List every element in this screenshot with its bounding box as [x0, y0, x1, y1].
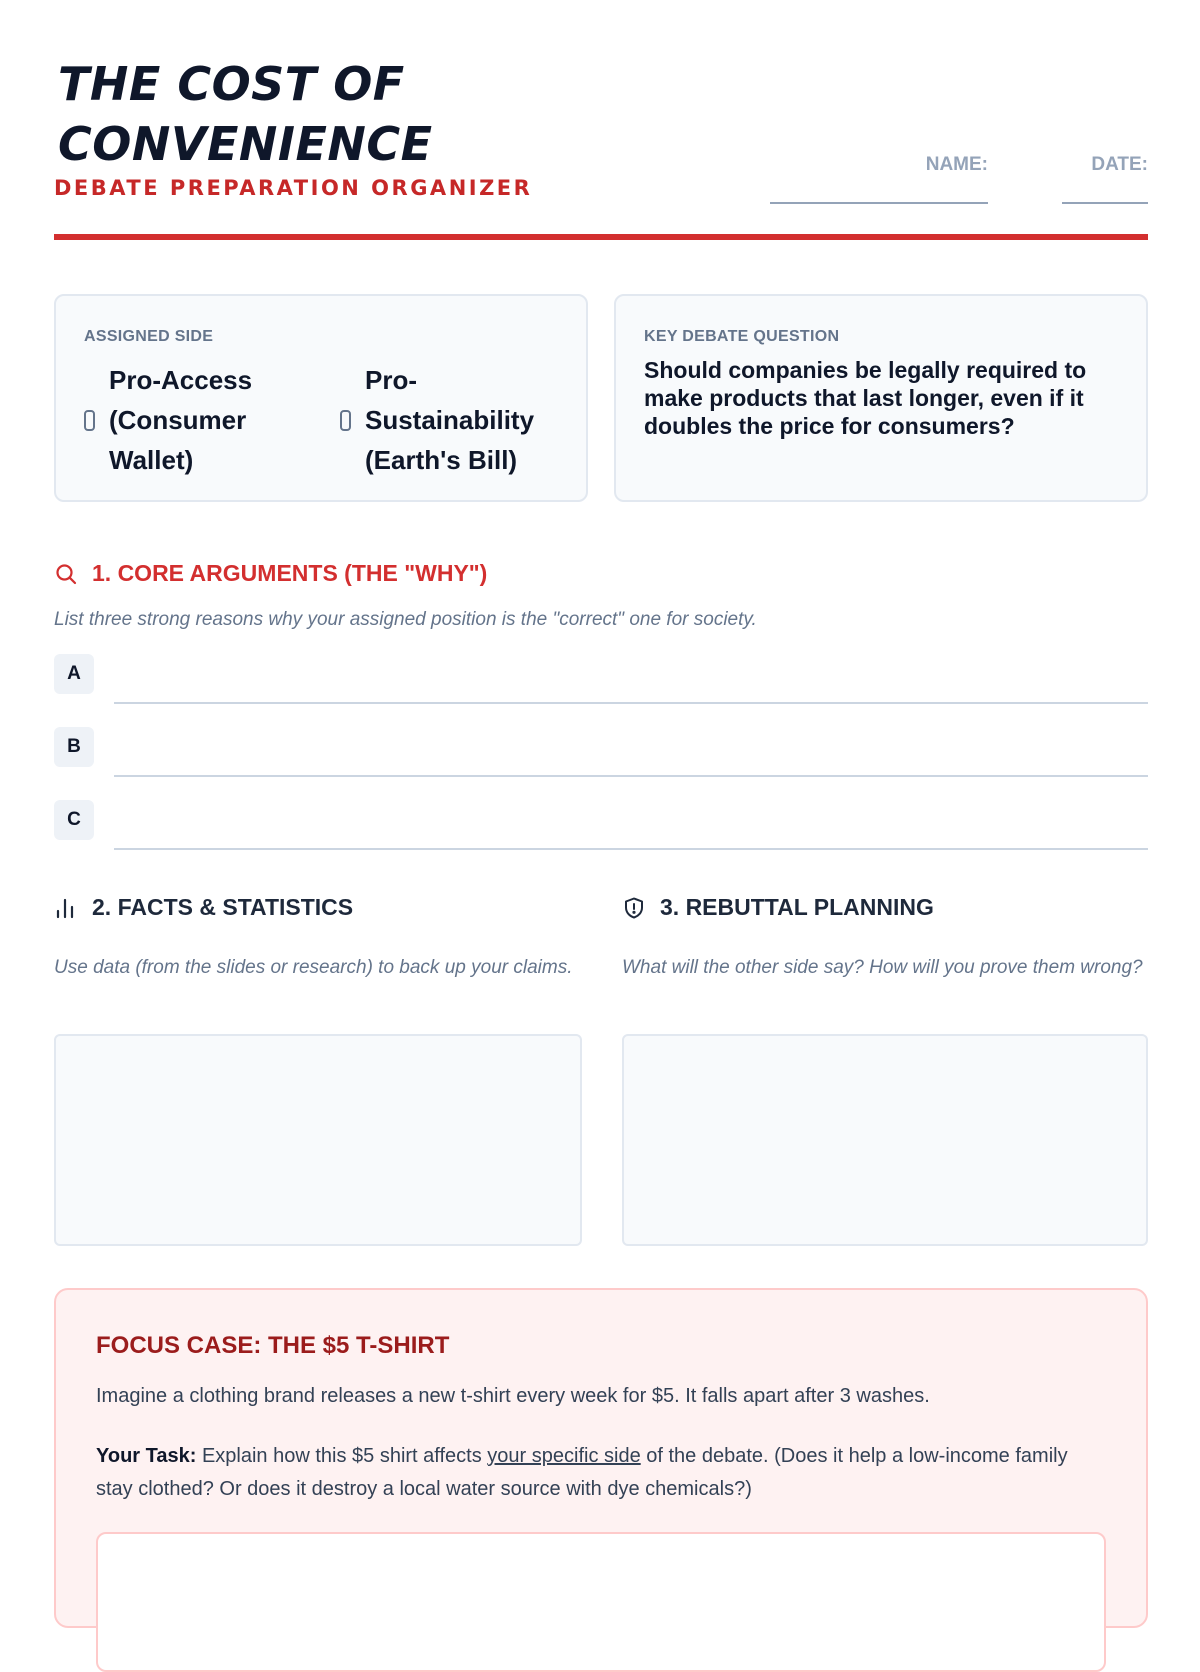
search-icon — [54, 562, 78, 586]
focus-case-task — [96, 1440, 1096, 1506]
rebuttal-answer-box[interactable] — [622, 1034, 1148, 1246]
core-arguments-heading — [54, 560, 487, 587]
task-text-post: of the debate. (Does it help a low-income family stay clothed? Or does it destroy a local water source with dye chemicals?) — [96, 1445, 1068, 1500]
bar-chart-icon — [54, 896, 78, 920]
task-text-pre: Explain how this $5 shirt affects — [201, 1445, 482, 1467]
option-pro-sustainability[interactable] — [340, 360, 570, 480]
facts-answer-box[interactable] — [54, 1034, 582, 1246]
core-arguments-instruction: List three strong reasons why your assigned position is the "correct" one for society. — [54, 609, 757, 630]
header-divider — [54, 234, 1148, 240]
facts-instruction: Use data (from the slides or research) to back up your claims. — [54, 957, 573, 978]
argument-line-a[interactable] — [114, 702, 1148, 704]
date-label: DATE: — [1091, 154, 1148, 175]
checkbox-pro-access[interactable] — [84, 410, 95, 431]
name-line[interactable] — [770, 202, 988, 204]
key-question-text: Should companies be legally required to make products that last longer, even if it doubles the price for consumers? — [644, 357, 1087, 439]
key-question-label: KEY DEBATE QUESTION — [644, 328, 840, 345]
title-line-2: CONVENIENCE — [58, 117, 433, 171]
assigned-side-card — [54, 294, 588, 502]
focus-case-title: FOCUS CASE: THE $5 T-SHIRT — [96, 1332, 450, 1359]
name-label: NAME: — [925, 154, 988, 175]
date-line[interactable] — [1062, 202, 1148, 204]
argument-badge-a: A — [54, 654, 94, 694]
title-line-1: THE COST OF — [58, 57, 405, 111]
page-subtitle: DEBATE PREPARATION ORGANIZER — [54, 176, 533, 200]
argument-line-b[interactable] — [114, 775, 1148, 777]
worksheet — [54, 0, 1148, 1600]
rebuttal-instruction: What will the other side say? How will you prove them wrong? — [622, 957, 1143, 978]
page-title — [58, 54, 433, 174]
name-field[interactable] — [770, 154, 988, 204]
date-field[interactable] — [1062, 154, 1148, 204]
argument-badge-c: C — [54, 800, 94, 840]
focus-case-answer-box[interactable] — [96, 1532, 1106, 1672]
task-label: Your Task: — [96, 1445, 197, 1467]
facts-title: 2. FACTS & STATISTICS — [92, 894, 354, 920]
facts-heading — [54, 894, 353, 921]
option-pro-sustainability-label: Pro-Sustainability (Earth's Bill) — [365, 365, 535, 475]
option-pro-access[interactable] — [84, 360, 304, 480]
focus-case-body: Imagine a clothing brand releases a new t-shirt every week for $5. It falls apart after 3 washes. — [96, 1385, 930, 1407]
key-question-card — [614, 294, 1148, 502]
argument-line-c[interactable] — [114, 848, 1148, 850]
focus-case-panel — [54, 1288, 1148, 1628]
rebuttal-heading — [622, 894, 934, 921]
option-pro-access-label: Pro-Access (Consumer Wallet) — [109, 365, 253, 475]
shield-alert-icon — [622, 896, 646, 920]
assigned-side-label: ASSIGNED SIDE — [84, 328, 214, 345]
core-arguments-title: 1. CORE ARGUMENTS (THE "WHY") — [92, 560, 488, 586]
task-text-underlined: your specific side — [487, 1445, 641, 1467]
rebuttal-title: 3. REBUTTAL PLANNING — [660, 894, 934, 920]
argument-badge-b: B — [54, 727, 94, 767]
checkbox-pro-sustainability[interactable] — [340, 410, 351, 431]
